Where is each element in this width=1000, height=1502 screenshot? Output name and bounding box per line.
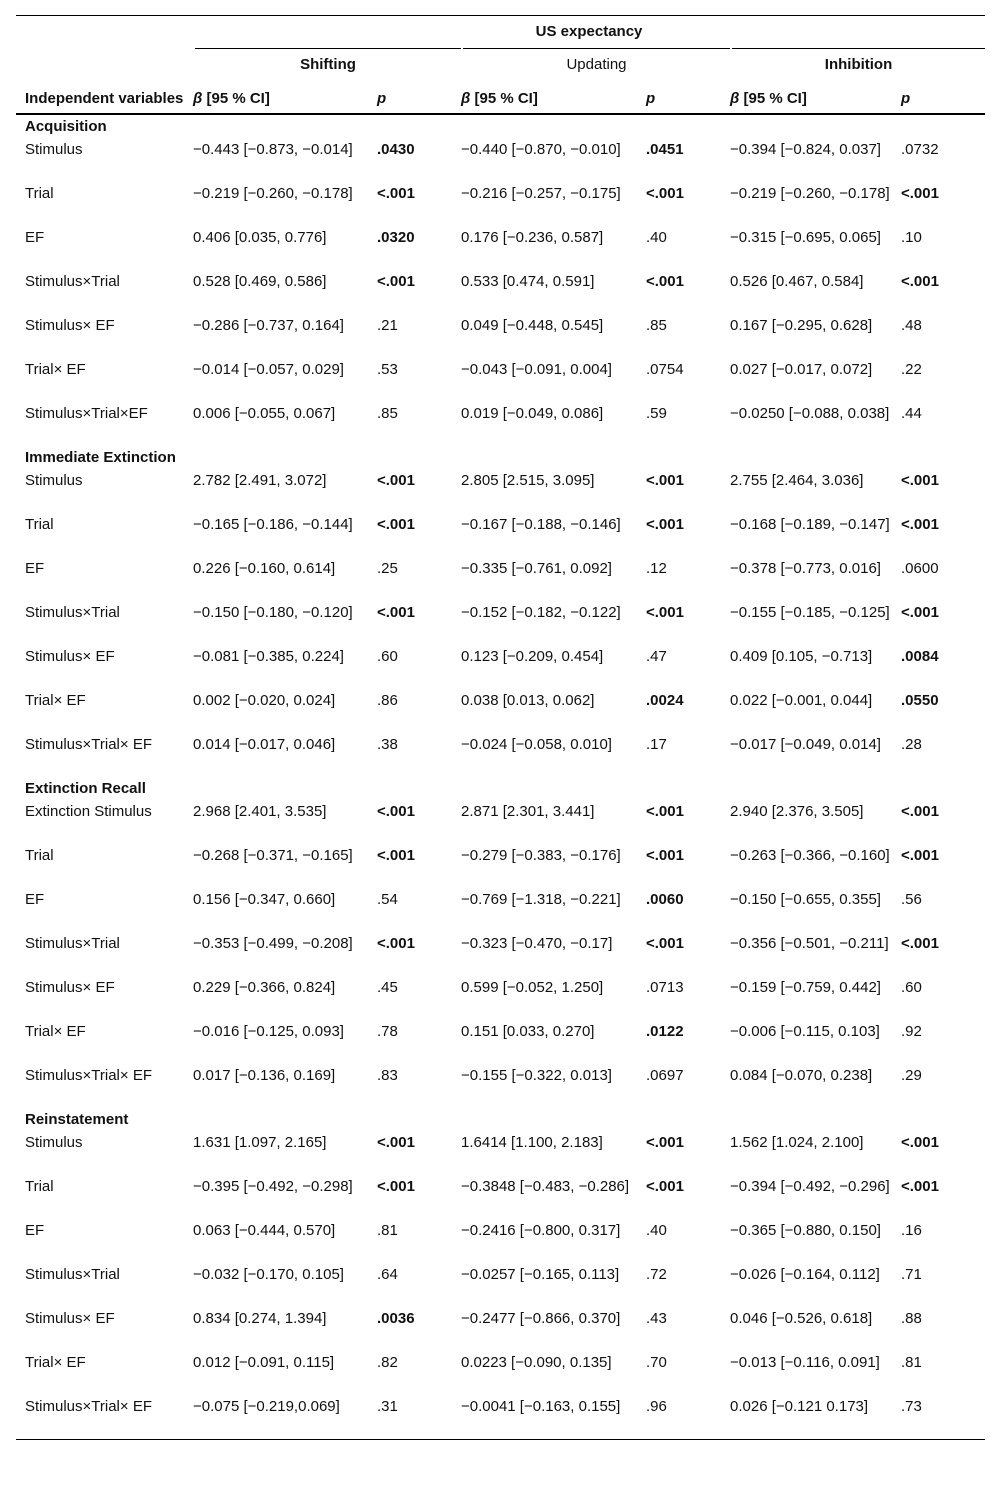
beta-ci-value: 0.123 [−0.209, 0.454] bbox=[461, 648, 604, 665]
section-title: Reinstatement bbox=[25, 1111, 129, 1128]
beta-ci-value: 0.012 [−0.091, 0.115] bbox=[193, 1354, 335, 1371]
beta-ci-value: −0.443 [−0.873, −0.014] bbox=[193, 141, 353, 158]
p-value: <.001 bbox=[901, 935, 939, 952]
beta-ci-value: −0.155 [−0.185, −0.125] bbox=[730, 604, 890, 621]
beta-ci-value: 0.176 [−0.236, 0.587] bbox=[461, 229, 604, 246]
table-row bbox=[16, 469, 985, 513]
beta-ci-value: 0.006 [−0.055, 0.067] bbox=[193, 405, 336, 422]
variable-name: EF bbox=[25, 560, 45, 577]
p-value: .0036 bbox=[377, 1310, 415, 1327]
variable-name: Stimulus× EF bbox=[25, 317, 115, 334]
super-header: US expectancy bbox=[535, 23, 643, 40]
table-row bbox=[16, 1263, 985, 1307]
p-value: <.001 bbox=[646, 1178, 684, 1195]
p-value: <.001 bbox=[901, 516, 939, 533]
p-value: <.001 bbox=[901, 273, 939, 290]
beta-ci-value: −0.286 [−0.737, 0.164] bbox=[193, 317, 344, 334]
table-body bbox=[16, 114, 985, 1440]
beta-ci-value: 0.046 [−0.526, 0.618] bbox=[730, 1310, 873, 1327]
beta-symbol: β bbox=[193, 90, 203, 107]
variable-name: Extinction Stimulus bbox=[25, 803, 152, 820]
beta-ci-value: −0.159 [−0.759, 0.442] bbox=[730, 979, 881, 996]
p-value: .40 bbox=[646, 1222, 667, 1239]
p-value: <.001 bbox=[377, 604, 415, 621]
beta-ci-value: −0.155 [−0.322, 0.013] bbox=[461, 1067, 612, 1084]
table-row bbox=[16, 888, 985, 932]
beta-ci-value: 0.528 [0.469, 0.586] bbox=[193, 273, 327, 290]
p-value: .29 bbox=[901, 1067, 922, 1084]
table-header bbox=[16, 16, 985, 115]
p-value: <.001 bbox=[646, 516, 684, 533]
beta-ci-value: 2.782 [2.491, 3.072] bbox=[193, 472, 327, 489]
p-value: .22 bbox=[901, 361, 922, 378]
table-row bbox=[16, 557, 985, 601]
beta-ci-value: −0.315 [−0.695, 0.065] bbox=[730, 229, 881, 246]
beta-ci-value: 0.406 [0.035, 0.776] bbox=[193, 229, 327, 246]
p-value: <.001 bbox=[646, 472, 684, 489]
variable-name: Trial bbox=[25, 516, 54, 533]
beta-ci-value: 0.151 [0.033, 0.270] bbox=[461, 1023, 595, 1040]
section-title: Immediate Extinction bbox=[25, 449, 176, 466]
table-row bbox=[16, 270, 985, 314]
beta-symbol: β bbox=[461, 90, 471, 107]
p-value: <.001 bbox=[901, 847, 939, 864]
variable-name: Stimulus× EF bbox=[25, 1310, 115, 1327]
beta-ci-value: −0.026 [−0.164, 0.112] bbox=[730, 1266, 880, 1283]
beta-ci-value: 0.409 [0.105, −0.713] bbox=[730, 648, 873, 665]
p-value: <.001 bbox=[646, 847, 684, 864]
variable-name: Trial× EF bbox=[25, 1354, 86, 1371]
p-value: .96 bbox=[646, 1398, 667, 1415]
p-value: .38 bbox=[377, 736, 398, 753]
variable-name: EF bbox=[25, 229, 45, 246]
table-row bbox=[16, 1351, 985, 1395]
variable-name: Trial bbox=[25, 185, 54, 202]
table-row bbox=[16, 513, 985, 557]
p-value: .86 bbox=[377, 692, 398, 709]
p-value: .0754 bbox=[646, 361, 684, 378]
variable-name: Stimulus×Trial bbox=[25, 935, 120, 952]
p-value-header: p bbox=[646, 90, 656, 107]
section-row bbox=[16, 114, 985, 138]
table-row bbox=[16, 645, 985, 689]
beta-ci-value: 0.226 [−0.160, 0.614] bbox=[193, 560, 336, 577]
variable-name: EF bbox=[25, 891, 45, 908]
p-value: <.001 bbox=[646, 1134, 684, 1151]
p-value: .28 bbox=[901, 736, 922, 753]
p-value: <.001 bbox=[646, 935, 684, 952]
beta-ci-value: 1.6414 [1.100, 2.183] bbox=[461, 1134, 603, 1151]
beta-ci-value: −0.394 [−0.492, −0.296] bbox=[730, 1178, 890, 1195]
variable-name: Stimulus× EF bbox=[25, 979, 115, 996]
p-value: <.001 bbox=[646, 803, 684, 820]
table-row bbox=[16, 1131, 985, 1175]
beta-ci-value: −0.0041 [−0.163, 0.155] bbox=[461, 1398, 621, 1415]
beta-ci-value: −0.394 [−0.824, 0.037] bbox=[730, 141, 881, 158]
beta-ci-value: −0.353 [−0.499, −0.208] bbox=[193, 935, 353, 952]
variable-name: Stimulus×Trial× EF bbox=[25, 1398, 152, 1415]
beta-ci-value: −0.268 [−0.371, −0.165] bbox=[193, 847, 353, 864]
variable-name: Stimulus bbox=[25, 472, 83, 489]
p-value: .10 bbox=[901, 229, 922, 246]
beta-ci-value: −0.043 [−0.091, 0.004] bbox=[461, 361, 612, 378]
table-row bbox=[16, 800, 985, 844]
beta-ci-value: −0.150 [−0.655, 0.355] bbox=[730, 891, 881, 908]
variable-name: Trial bbox=[25, 1178, 54, 1195]
p-value: .92 bbox=[901, 1023, 922, 1040]
beta-ci-value: 1.562 [1.024, 2.100] bbox=[730, 1134, 864, 1151]
beta-ci-value: −0.2416 [−0.800, 0.317] bbox=[461, 1222, 621, 1239]
beta-ci-value: 0.049 [−0.448, 0.545] bbox=[461, 317, 604, 334]
beta-ci-value: −0.014 [−0.057, 0.029] bbox=[193, 361, 344, 378]
beta-ci-value: 0.027 [−0.017, 0.072] bbox=[730, 361, 873, 378]
p-value: <.001 bbox=[646, 273, 684, 290]
p-value: .59 bbox=[646, 405, 667, 422]
p-value: .54 bbox=[377, 891, 398, 908]
beta-ci-value: 0.063 [−0.444, 0.570] bbox=[193, 1222, 336, 1239]
table-row bbox=[16, 182, 985, 226]
p-value: .47 bbox=[646, 648, 667, 665]
p-value: <.001 bbox=[901, 185, 939, 202]
p-value: .70 bbox=[646, 1354, 667, 1371]
table-row bbox=[16, 932, 985, 976]
table-row bbox=[16, 1219, 985, 1263]
beta-ci-value: 0.834 [0.274, 1.394] bbox=[193, 1310, 327, 1327]
table-row bbox=[16, 1064, 985, 1108]
p-value: .0024 bbox=[646, 692, 684, 709]
p-value: <.001 bbox=[901, 1134, 939, 1151]
beta-ci-value: 0.533 [0.474, 0.591] bbox=[461, 273, 595, 290]
beta-ci-value: 2.755 [2.464, 3.036] bbox=[730, 472, 864, 489]
beta-ci-value: −0.152 [−0.182, −0.122] bbox=[461, 604, 621, 621]
ci-label: [95 % CI] bbox=[470, 90, 538, 107]
table-row bbox=[16, 976, 985, 1020]
variable-name: Trial× EF bbox=[25, 361, 86, 378]
table-row bbox=[16, 601, 985, 645]
p-value: .0320 bbox=[377, 229, 415, 246]
section-title: Acquisition bbox=[25, 118, 107, 135]
table-row bbox=[16, 1395, 985, 1440]
p-value: .45 bbox=[377, 979, 398, 996]
beta-ci-value: −0.081 [−0.385, 0.224] bbox=[193, 648, 344, 665]
p-value: .0084 bbox=[901, 648, 939, 665]
group-header-updating: Updating bbox=[566, 56, 627, 73]
beta-ci-value: 2.940 [2.376, 3.505] bbox=[730, 803, 864, 820]
table-row bbox=[16, 138, 985, 182]
variable-name: Trial× EF bbox=[25, 692, 86, 709]
p-value: <.001 bbox=[901, 604, 939, 621]
p-value: <.001 bbox=[377, 803, 415, 820]
beta-ci-value: −0.013 [−0.116, 0.091] bbox=[730, 1354, 880, 1371]
p-value: .88 bbox=[901, 1310, 922, 1327]
p-value: .12 bbox=[646, 560, 667, 577]
table-row bbox=[16, 689, 985, 733]
p-value: .43 bbox=[646, 1310, 667, 1327]
ci-label: [95 % CI] bbox=[739, 90, 807, 107]
p-value: .78 bbox=[377, 1023, 398, 1040]
table-row bbox=[16, 314, 985, 358]
p-value: <.001 bbox=[377, 516, 415, 533]
p-value: .73 bbox=[901, 1398, 922, 1415]
beta-ci-header bbox=[730, 81, 901, 114]
beta-ci-value: −0.032 [−0.170, 0.105] bbox=[193, 1266, 344, 1283]
beta-ci-value: −0.378 [−0.773, 0.016] bbox=[730, 560, 881, 577]
p-value: <.001 bbox=[646, 604, 684, 621]
variable-name: Stimulus×Trial× EF bbox=[25, 736, 152, 753]
p-value: <.001 bbox=[377, 1178, 415, 1195]
beta-ci-value: 0.002 [−0.020, 0.024] bbox=[193, 692, 336, 709]
beta-ci-header bbox=[193, 81, 377, 114]
beta-ci-value: 2.871 [2.301, 3.441] bbox=[461, 803, 595, 820]
p-value: .72 bbox=[646, 1266, 667, 1283]
p-value: <.001 bbox=[377, 1134, 415, 1151]
beta-ci-value: −0.167 [−0.188, −0.146] bbox=[461, 516, 621, 533]
table-row bbox=[16, 1020, 985, 1064]
beta-ci-value: 0.017 [−0.136, 0.169] bbox=[193, 1067, 336, 1084]
section-row bbox=[16, 777, 985, 800]
p-value: .0732 bbox=[901, 141, 939, 158]
results-table bbox=[16, 15, 985, 1440]
beta-ci-value: 0.026 [−0.121 0.173] bbox=[730, 1398, 869, 1415]
beta-ci-value: 0.156 [−0.347, 0.660] bbox=[193, 891, 336, 908]
beta-ci-value: −0.006 [−0.115, 0.103] bbox=[730, 1023, 880, 1040]
beta-ci-value: 0.084 [−0.070, 0.238] bbox=[730, 1067, 873, 1084]
p-value: <.001 bbox=[646, 185, 684, 202]
results-table-container bbox=[16, 15, 985, 1440]
variable-name: Stimulus bbox=[25, 1134, 83, 1151]
beta-ci-header bbox=[461, 81, 646, 114]
beta-ci-value: 1.631 [1.097, 2.165] bbox=[193, 1134, 327, 1151]
p-value: .21 bbox=[377, 317, 398, 334]
beta-ci-value: −0.168 [−0.189, −0.147] bbox=[730, 516, 890, 533]
beta-ci-value: 0.229 [−0.366, 0.824] bbox=[193, 979, 336, 996]
p-value: .71 bbox=[901, 1266, 922, 1283]
beta-ci-value: 0.014 [−0.017, 0.046] bbox=[193, 736, 336, 753]
p-value: .17 bbox=[646, 736, 667, 753]
p-value: .0060 bbox=[646, 891, 684, 908]
ci-label: [95 % CI] bbox=[202, 90, 270, 107]
variable-name: Stimulus×Trial×EF bbox=[25, 405, 148, 422]
table-row bbox=[16, 733, 985, 777]
p-value: .0713 bbox=[646, 979, 684, 996]
table-row bbox=[16, 1307, 985, 1351]
beta-ci-value: 0.167 [−0.295, 0.628] bbox=[730, 317, 873, 334]
p-value: .0600 bbox=[901, 560, 939, 577]
variable-name: Stimulus bbox=[25, 141, 83, 158]
p-value-header: p bbox=[377, 90, 387, 107]
variable-name: Stimulus×Trial bbox=[25, 1266, 120, 1283]
beta-ci-value: 0.599 [−0.052, 1.250] bbox=[461, 979, 604, 996]
p-value: <.001 bbox=[377, 273, 415, 290]
beta-ci-value: −0.219 [−0.260, −0.178] bbox=[730, 185, 890, 202]
beta-ci-value: −0.365 [−0.880, 0.150] bbox=[730, 1222, 881, 1239]
p-value: .82 bbox=[377, 1354, 398, 1371]
variable-name: Trial bbox=[25, 847, 54, 864]
beta-ci-value: −0.219 [−0.260, −0.178] bbox=[193, 185, 353, 202]
p-value: <.001 bbox=[377, 935, 415, 952]
p-value: .40 bbox=[646, 229, 667, 246]
beta-ci-value: 0.526 [0.467, 0.584] bbox=[730, 273, 864, 290]
p-value: .83 bbox=[377, 1067, 398, 1084]
beta-ci-value: −0.3848 [−0.483, −0.286] bbox=[461, 1178, 630, 1195]
section-row bbox=[16, 446, 985, 469]
p-value-header: p bbox=[901, 90, 911, 107]
beta-symbol: β bbox=[730, 90, 740, 107]
beta-ci-value: −0.395 [−0.492, −0.298] bbox=[193, 1178, 353, 1195]
group-header-inhibition: Inhibition bbox=[824, 56, 893, 73]
p-value: .0550 bbox=[901, 692, 939, 709]
beta-ci-value: −0.165 [−0.186, −0.144] bbox=[193, 516, 353, 533]
p-value: <.001 bbox=[901, 472, 939, 489]
p-value: .56 bbox=[901, 891, 922, 908]
variable-name: Stimulus×Trial× EF bbox=[25, 1067, 152, 1084]
p-value: .85 bbox=[377, 405, 398, 422]
beta-ci-value: −0.440 [−0.870, −0.010] bbox=[461, 141, 621, 158]
p-value: .53 bbox=[377, 361, 398, 378]
table-row bbox=[16, 1175, 985, 1219]
p-value: .60 bbox=[377, 648, 398, 665]
table-row bbox=[16, 226, 985, 270]
p-value: .31 bbox=[377, 1398, 398, 1415]
section-row bbox=[16, 1108, 985, 1131]
p-value: .25 bbox=[377, 560, 398, 577]
table-row bbox=[16, 844, 985, 888]
independent-variables-header: Independent variables bbox=[25, 90, 184, 107]
beta-ci-value: −0.0257 [−0.165, 0.113] bbox=[461, 1266, 620, 1283]
section-title: Extinction Recall bbox=[25, 780, 146, 797]
table-row bbox=[16, 402, 985, 446]
p-value: <.001 bbox=[377, 847, 415, 864]
p-value: .60 bbox=[901, 979, 922, 996]
beta-ci-value: −0.017 [−0.049, 0.014] bbox=[730, 736, 881, 753]
beta-ci-value: −0.356 [−0.501, −0.211] bbox=[730, 935, 889, 952]
beta-ci-value: 0.0223 [−0.090, 0.135] bbox=[461, 1354, 612, 1371]
beta-ci-value: 2.968 [2.401, 3.535] bbox=[193, 803, 327, 820]
p-value: <.001 bbox=[377, 185, 415, 202]
table-row bbox=[16, 358, 985, 402]
beta-ci-value: −0.0250 [−0.088, 0.038] bbox=[730, 405, 890, 422]
beta-ci-value: −0.769 [−1.318, −0.221] bbox=[461, 891, 621, 908]
beta-ci-value: −0.323 [−0.470, −0.17] bbox=[461, 935, 613, 952]
beta-ci-value: 0.019 [−0.049, 0.086] bbox=[461, 405, 604, 422]
p-value: .16 bbox=[901, 1222, 922, 1239]
variable-name: EF bbox=[25, 1222, 45, 1239]
p-value: .64 bbox=[377, 1266, 398, 1283]
p-value: .0122 bbox=[646, 1023, 684, 1040]
p-value: .48 bbox=[901, 317, 922, 334]
p-value: <.001 bbox=[901, 1178, 939, 1195]
beta-ci-value: −0.150 [−0.180, −0.120] bbox=[193, 604, 353, 621]
beta-ci-value: 0.022 [−0.001, 0.044] bbox=[730, 692, 873, 709]
p-value: .81 bbox=[377, 1222, 398, 1239]
p-value: <.001 bbox=[901, 803, 939, 820]
beta-ci-value: −0.216 [−0.257, −0.175] bbox=[461, 185, 621, 202]
variable-name: Stimulus× EF bbox=[25, 648, 115, 665]
variable-name: Stimulus×Trial bbox=[25, 604, 120, 621]
beta-ci-value: −0.016 [−0.125, 0.093] bbox=[193, 1023, 344, 1040]
variable-name: Stimulus×Trial bbox=[25, 273, 120, 290]
beta-ci-value: −0.024 [−0.058, 0.010] bbox=[461, 736, 612, 753]
p-value: .85 bbox=[646, 317, 667, 334]
p-value: <.001 bbox=[377, 472, 415, 489]
beta-ci-value: −0.279 [−0.383, −0.176] bbox=[461, 847, 621, 864]
beta-ci-value: −0.075 [−0.219,0.069] bbox=[193, 1398, 340, 1415]
variable-name: Trial× EF bbox=[25, 1023, 86, 1040]
p-value: .44 bbox=[901, 405, 922, 422]
beta-ci-value: −0.2477 [−0.866, 0.370] bbox=[461, 1310, 621, 1327]
beta-ci-value: 2.805 [2.515, 3.095] bbox=[461, 472, 595, 489]
beta-ci-value: 0.038 [0.013, 0.062] bbox=[461, 692, 595, 709]
beta-ci-value: −0.263 [−0.366, −0.160] bbox=[730, 847, 890, 864]
p-value: .0451 bbox=[646, 141, 684, 158]
group-header-shifting: Shifting bbox=[300, 56, 356, 73]
p-value: .0430 bbox=[377, 141, 415, 158]
p-value: .81 bbox=[901, 1354, 922, 1371]
p-value: .0697 bbox=[646, 1067, 684, 1084]
beta-ci-value: −0.335 [−0.761, 0.092] bbox=[461, 560, 612, 577]
